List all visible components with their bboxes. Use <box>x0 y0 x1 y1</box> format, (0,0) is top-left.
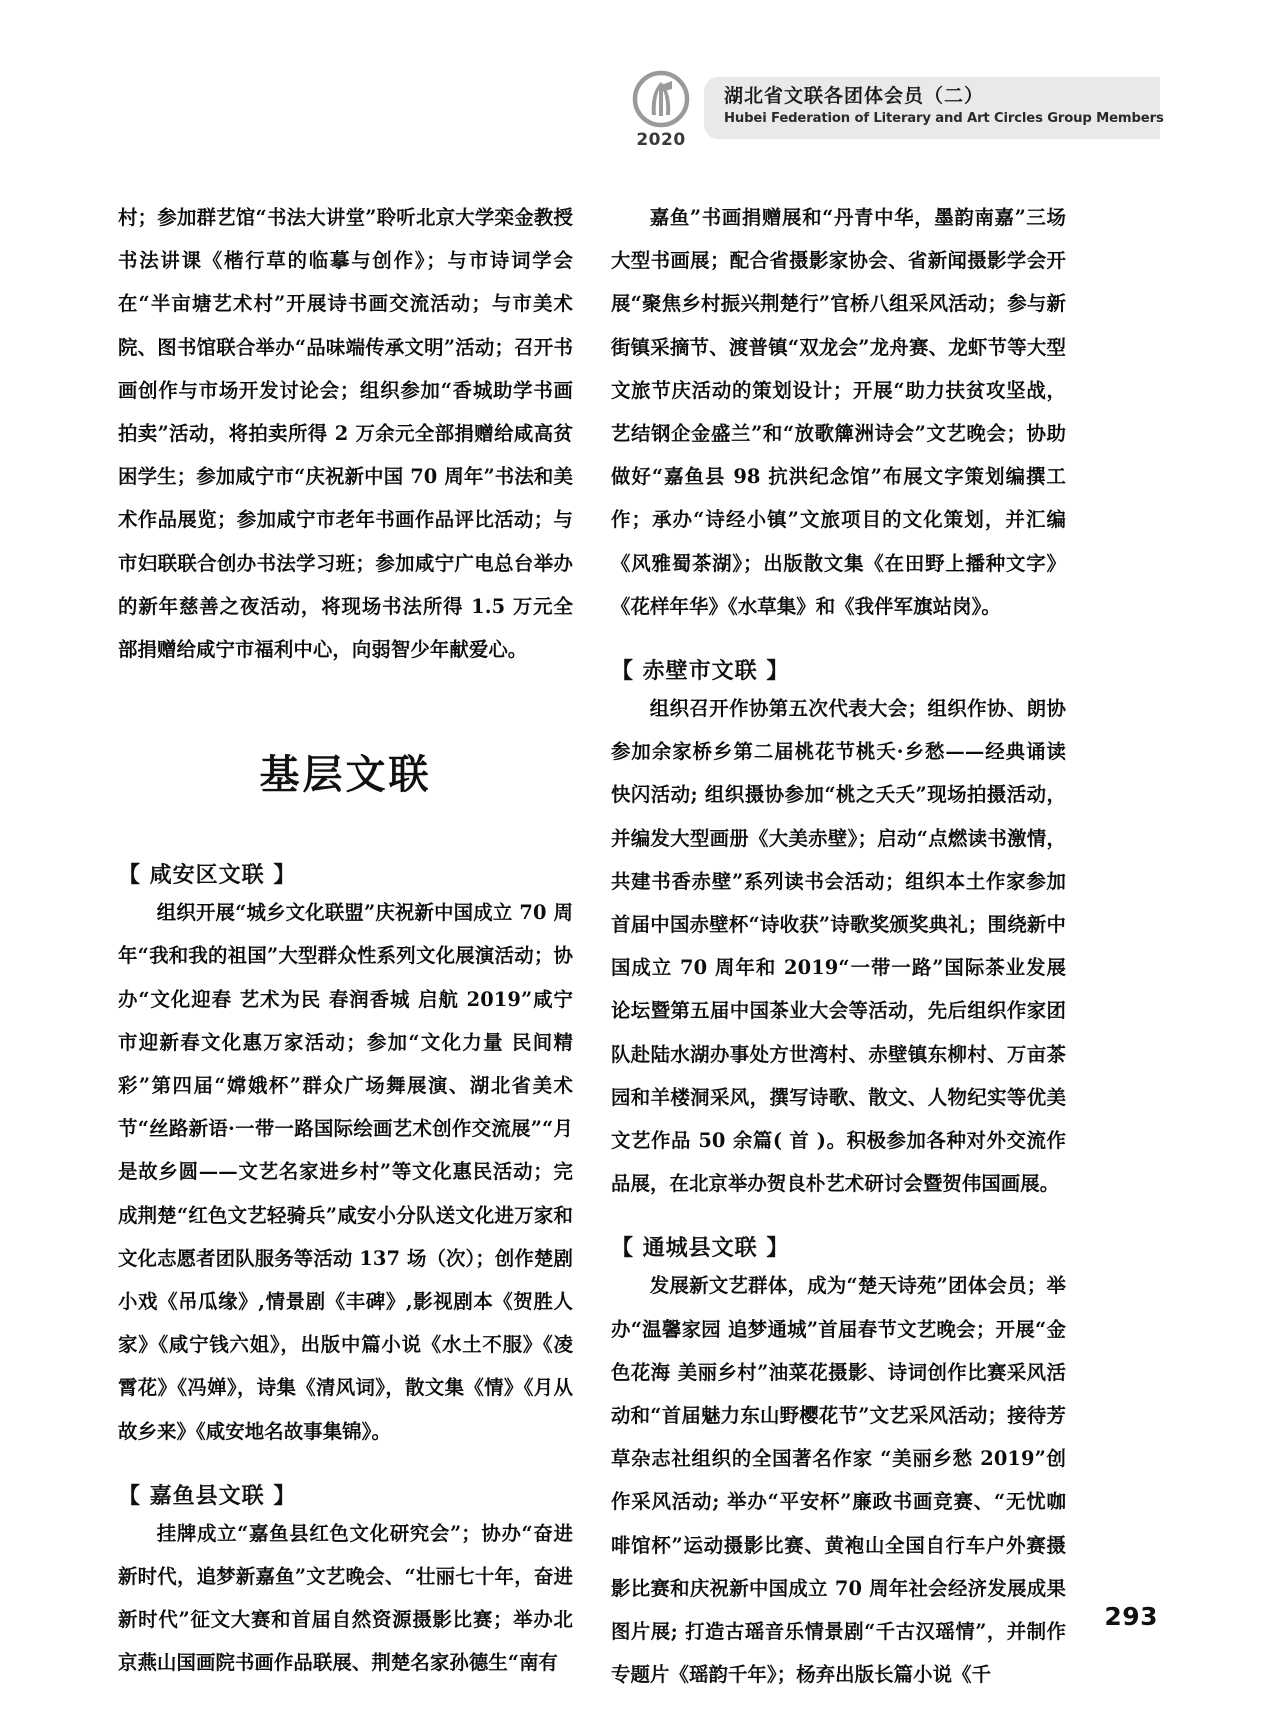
subsection-xianan <box>118 840 573 1453</box>
subsection-chibi <box>611 628 1066 1205</box>
subsection-body: 组织召开作协第五次代表大会；组织作协、朗协参加余家桥乡第二届桃花节桃夭·乡愁——经典诵读快闪活动; 组织摄协参加“桃之夭夭”现场拍摄活动，并编发大型画册《大美赤壁》；启动“点燃读书激情，共建书香赤壁”系列读书会活动；组织本土作家参加首届中国赤壁杯“诗收获”诗歌奖颁奖典礼；围绕新中国成立 70 周年和 2019“一带一路”国际茶业发展论坛暨第五届中国茶业大会等活动，先后组织作家团队赴陆水湖办事处方世湾村、赤壁镇东柳村、万亩茶园和羊楼洞采风，撰写诗歌、散文、人物纪实等优美文艺作品 50 余篇( 首 )。积极参加各种对外交流作品展，在北京举办贺良朴艺术研讨会暨贺伟国画展。 <box>611 697 1066 1196</box>
federation-emblem-icon <box>632 70 690 128</box>
logo-block <box>625 70 697 152</box>
subsection-heading: 【 咸安区文联 】 <box>118 863 297 889</box>
page-number: 293 <box>1104 1602 1158 1631</box>
running-head-title-en: Hubei Federation of Literary and Art Circles Group Members <box>724 111 1164 126</box>
subsection-tongcheng <box>611 1205 1066 1696</box>
logo-year: 2020 <box>636 130 686 150</box>
continued-paragraph: 村；参加群艺馆“书法大讲堂”聆听北京大学栾金教授书法讲课《楷行草的临摹与创作》；与市诗词学会在“半亩塘艺术村”开展诗书画交流活动；与市美术院、图书馆联合举办“品味端传承文明”活动；召开书画创作与市场开发讨论会；组织参加“香城助学书画拍卖”活动，将拍卖所得 2 万余元全部捐赠给咸高贫困学生；参加咸宁市“庆祝新中国 70 周年”书法和美术作品展览；参加咸宁市老年书画作品评比活动；与市妇联联合创办书法学习班；参加咸宁广电总台举办的新年慈善之夜活动，将现场书法所得 1.5 万元全部捐赠给咸宁市福利中心，向弱智少年献爱心。 <box>118 206 573 662</box>
subsection-heading: 【 通城县文联 】 <box>611 1236 790 1262</box>
subsection-body: 组织开展“城乡文化联盟”庆祝新中国成立 70 周年“我和我的祖国”大型群众性系列文化展演活动；协办“文化迎春 艺术为民 春润香城 启航 2019”咸宁市迎新春文化惠万家活动；参加“文化力量 民间精彩”第四届“嫦娥杯”群众广场舞展演、湖北省美术节“丝路新语·一带一路国际绘画艺术创作交流展”“月是故乡圆——文艺名家进乡村”等文化惠民活动；完成荆楚“红色文艺轻骑兵”咸安小分队送文化进万家和文化志愿者团队服务等活动 137 场（次）；创作楚剧小戏《吊瓜缘》,情景剧《丰碑》,影视剧本《贺胜人家》《咸宁钱六姐》，出版中篇小说《水土不服》《凌霄花》《冯婵》，诗集《清风词》，散文集《情》《月从故乡来》《咸安地名故事集锦》。 <box>118 901 573 1443</box>
subsection-heading: 【 赤壁市文联 】 <box>611 659 790 685</box>
right-column <box>611 196 1066 1687</box>
left-column <box>118 196 573 1675</box>
subsection-heading: 【 嘉鱼县文联 】 <box>118 1483 297 1509</box>
running-head-title-cn: 湖北省文联各团体会员（二） <box>724 85 985 107</box>
subsection-jiayu <box>118 1453 573 1685</box>
subsection-body: 发展新文艺群体，成为“楚天诗苑”团体会员；举办“温馨家园 追梦通城”首届春节文艺晚会；开展“金色花海 美丽乡村”油菜花摄影、诗词创作比赛采风活动和“首届魅力东山野樱花节”文艺采风活动；接待芳草杂志社组织的全国著名作家 “美丽乡愁 2019”创作采风活动; 举办“平安杯”廉政书画竞赛、“无忧咖啡馆杯”运动摄影比赛、黄袍山全国自行车户外赛摄影比赛和庆祝新中国成立 70 周年社会经济发展成果图片展; 打造古瑶音乐情景剧“千古汉瑶情”，并制作专题片《瑶韵千年》；杨弃出版长篇小说《千 <box>611 1274 1066 1687</box>
continued-paragraph: 嘉鱼”书画捐赠展和“丹青中华，墨韵南嘉”三场大型书画展；配合省摄影家协会、省新闻摄影学会开展“聚焦乡村振兴荆楚行”官桥八组采风活动；参与新街镇采摘节、渡普镇“双龙会”龙舟赛、龙虾节等大型文旅节庆活动的策划设计；开展“助力扶贫攻坚战，艺结钢企金盛兰”和“放歌簰洲诗会”文艺晚会；协助做好“嘉鱼县 98 抗洪纪念馆”布展文字策划编撰工作；承办“诗经小镇”文旅项目的文化策划，并汇编《风雅蜀茶湖》；出版散文集《在田野上播种文字》《花样年华》《水草集》和《我伴军旗站岗》。 <box>611 206 1066 618</box>
section-title-wrap <box>118 671 573 840</box>
subsection-body: 挂牌成立“嘉鱼县红色文化研究会”；协办“奋进新时代，追梦新嘉鱼”文艺晚会、“壮丽七十年，奋进新时代”征文大赛和首届自然资源摄影比赛；举办北京燕山国画院书画作品联展、荆楚名家孙德生“南有 <box>118 1521 573 1675</box>
section-title: 基层文联 <box>259 752 432 799</box>
running-head <box>620 68 1164 152</box>
